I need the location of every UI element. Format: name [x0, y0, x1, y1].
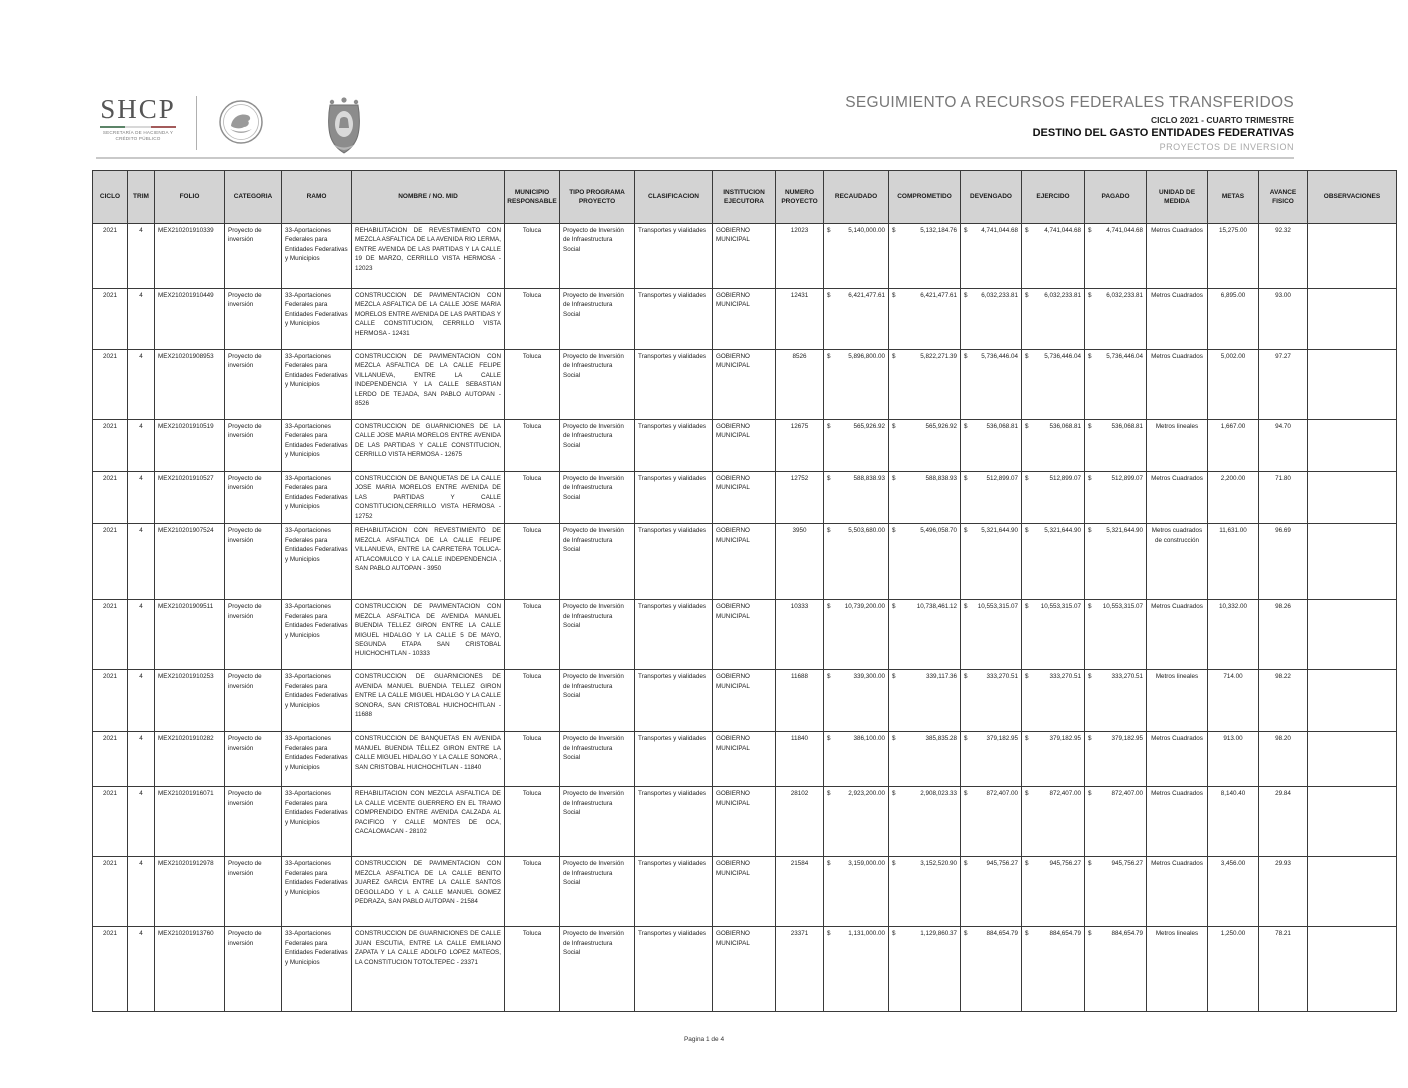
cell-ejercido: $ 6,032,233.81: [1022, 289, 1085, 350]
cell-observaciones: [1308, 524, 1397, 600]
cell-comprometido: $ 385,835.28: [889, 732, 961, 787]
column-header-institucion: INSTITUCION EJECUTORA: [713, 171, 776, 224]
cell-categoria: Proyecto de inversión: [225, 224, 282, 289]
cell-nombre: CONSTRUCCION DE BANQUETAS EN AVENIDA MANUEL BUENDIA TÉLLEZ GIRON ENTRE LA CALLE MIGUEL HIDALGO Y LA CALLE SONORA , SAN CRISTOBAL HUICHOCHITLAN - 11840: [352, 732, 505, 787]
cell-metas: 3,456.00: [1208, 857, 1259, 927]
cell-avance: 78.21: [1259, 927, 1308, 1012]
cell-numero: 12431: [776, 289, 824, 350]
table-row: [93, 224, 1397, 289]
cell-pagado: $ 884,654.79: [1085, 927, 1147, 1012]
cell-clasificacion: Transportes y vialidades: [635, 600, 713, 670]
cell-avance: 98.20: [1259, 732, 1308, 787]
cell-ciclo: 2021: [93, 857, 128, 927]
cell-trim: 4: [128, 472, 155, 524]
cell-recaudado: $ 6,421,477.61: [824, 289, 889, 350]
cell-nombre: CONSTRUCCION DE BANQUETAS DE LA CALLE JOSE MARIA MORELOS ENTRE AVENIDA DE LAS PARTIDAS Y CALLE CONSTITUCION,CERRILLO VISTA HERMOSA - 12752: [352, 472, 505, 524]
cell-metas: 714.00: [1208, 670, 1259, 732]
cell-numero: 11688: [776, 670, 824, 732]
cell-categoria: Proyecto de inversión: [225, 857, 282, 927]
cell-categoria: Proyecto de inversión: [225, 420, 282, 472]
column-header-categoria: CATEGORIA: [225, 171, 282, 224]
cell-devengado: $ 945,756.27: [961, 857, 1022, 927]
cell-metas: 6,895.00: [1208, 289, 1259, 350]
cell-observaciones: [1308, 224, 1397, 289]
table-row: [93, 289, 1397, 350]
cell-tipo: Proyecto de Inversión de Infraestructura Social: [560, 472, 635, 524]
cell-observaciones: [1308, 420, 1397, 472]
cell-numero: 12675: [776, 420, 824, 472]
cell-ejercido: $ 872,407.00: [1022, 787, 1085, 857]
cell-devengado: $ 379,182.95: [961, 732, 1022, 787]
cell-ciclo: 2021: [93, 524, 128, 600]
cell-unidad: Metros Cuadrados: [1147, 289, 1208, 350]
cell-tipo: Proyecto de Inversión de Infraestructura Social: [560, 289, 635, 350]
cell-metas: 913.00: [1208, 732, 1259, 787]
cell-pagado: $ 512,899.07: [1085, 472, 1147, 524]
cell-recaudado: $ 5,896,800.00: [824, 350, 889, 420]
cell-tipo: Proyecto de Inversión de Infraestructura Social: [560, 670, 635, 732]
cell-ciclo: 2021: [93, 289, 128, 350]
cell-unidad: Metros Cuadrados: [1147, 732, 1208, 787]
cell-comprometido: $ 339,117.36: [889, 670, 961, 732]
cell-recaudado: $ 565,926.92: [824, 420, 889, 472]
cell-clasificacion: Transportes y vialidades: [635, 289, 713, 350]
cell-ejercido: $ 512,899.07: [1022, 472, 1085, 524]
cell-numero: 3950: [776, 524, 824, 600]
cell-numero: 8526: [776, 350, 824, 420]
cell-ciclo: 2021: [93, 472, 128, 524]
cell-nombre: CONSTRUCCION DE GUARNICIONES DE LA CALLE JOSE MARIA MORELOS ENTRE AVENIDA DE LAS PARTIDAS Y CALLE CONSTITUCION, CERRILLO VISTA HERMOSA - 12675: [352, 420, 505, 472]
cell-folio: MEX210201909511: [155, 600, 225, 670]
column-header-observaciones: OBSERVACIONES: [1308, 171, 1397, 224]
cell-avance: 92.32: [1259, 224, 1308, 289]
cell-avance: 29.84: [1259, 787, 1308, 857]
column-header-folio: FOLIO: [155, 171, 225, 224]
cell-municipio: Toluca: [505, 350, 560, 420]
cell-municipio: Toluca: [505, 472, 560, 524]
cell-ramo: 33-Aportaciones Federales para Entidades Federativas y Municipios: [282, 524, 352, 600]
cell-ejercido: $ 379,182.95: [1022, 732, 1085, 787]
tricolor-rule: [100, 126, 176, 128]
cell-institucion: GOBIERNO MUNICIPAL: [713, 670, 776, 732]
cell-trim: 4: [128, 732, 155, 787]
cell-categoria: Proyecto de inversión: [225, 670, 282, 732]
cell-tipo: Proyecto de Inversión de Infraestructura Social: [560, 732, 635, 787]
report-table: [92, 170, 1397, 1012]
cell-observaciones: [1308, 350, 1397, 420]
shcp-subtext: SECRETARÍA DE HACIENDA Y CRÉDITO PÚBLICO: [102, 130, 174, 142]
cell-municipio: Toluca: [505, 857, 560, 927]
cell-recaudado: $ 5,140,000.00: [824, 224, 889, 289]
cell-recaudado: $ 339,300.00: [824, 670, 889, 732]
cell-metas: 11,631.00: [1208, 524, 1259, 600]
report-cycle: CICLO 2021 - CUARTO TRIMESTRE: [1151, 115, 1294, 125]
table-row: [93, 420, 1397, 472]
cell-unidad: Metros Cuadrados: [1147, 600, 1208, 670]
cell-categoria: Proyecto de inversión: [225, 524, 282, 600]
cell-folio: MEX210201907524: [155, 524, 225, 600]
cell-institucion: GOBIERNO MUNICIPAL: [713, 289, 776, 350]
cell-trim: 4: [128, 787, 155, 857]
cell-unidad: Metros cuadrados de construcción: [1147, 524, 1208, 600]
cell-nombre: CONSTRUCCION DE PAVIMENTACION CON MEZCLA ASFALTICA DE LA CALLE FELIPE VILLANUEVA, ENTRE LA CALLE INDEPENDENCIA Y LA CALLE SEBASTIAN LERDO DE TEJADA, SAN PABLO AUTOPAN - 8526: [352, 350, 505, 420]
table-row: [93, 472, 1397, 524]
cell-nombre: CONSTRUCCION DE PAVIMENTACION CON MEZCLA ASFALTICA DE LA CALLE JOSE MARIA MORELOS ENTRE AVENIDA DE LAS PARTIDAS Y CALLE CONSTITUCION, CERRILLO VISTA HERMOSA - 12431: [352, 289, 505, 350]
cell-categoria: Proyecto de inversión: [225, 732, 282, 787]
column-header-ciclo: CICLO: [93, 171, 128, 224]
cell-unidad: Metros lineales: [1147, 420, 1208, 472]
cell-comprometido: $ 565,926.92: [889, 420, 961, 472]
cell-avance: 93.00: [1259, 289, 1308, 350]
cell-pagado: $ 5,736,446.04: [1085, 350, 1147, 420]
cell-unidad: Metros Cuadrados: [1147, 350, 1208, 420]
cell-numero: 11840: [776, 732, 824, 787]
table-row: [93, 600, 1397, 670]
cell-metas: 8,140.40: [1208, 787, 1259, 857]
cell-trim: 4: [128, 350, 155, 420]
cell-observaciones: [1308, 857, 1397, 927]
cell-trim: 4: [128, 224, 155, 289]
logo-row: [96, 96, 365, 163]
cell-ejercido: $ 536,068.81: [1022, 420, 1085, 472]
cell-pagado: $ 379,182.95: [1085, 732, 1147, 787]
cell-categoria: Proyecto de inversión: [225, 289, 282, 350]
cell-tipo: Proyecto de Inversión de Infraestructura Social: [560, 524, 635, 600]
logo-divider: [196, 96, 197, 150]
cell-tipo: Proyecto de Inversión de Infraestructura Social: [560, 600, 635, 670]
cell-avance: 97.27: [1259, 350, 1308, 420]
cell-tipo: Proyecto de Inversión de Infraestructura Social: [560, 420, 635, 472]
cell-tipo: Proyecto de Inversión de Infraestructura Social: [560, 857, 635, 927]
cell-avance: 98.22: [1259, 670, 1308, 732]
cell-municipio: Toluca: [505, 289, 560, 350]
cell-ramo: 33-Aportaciones Federales para Entidades Federativas y Municipios: [282, 289, 352, 350]
cell-unidad: Metros lineales: [1147, 670, 1208, 732]
cell-ciclo: 2021: [93, 224, 128, 289]
cell-unidad: Metros Cuadrados: [1147, 857, 1208, 927]
cell-institucion: GOBIERNO MUNICIPAL: [713, 350, 776, 420]
cell-folio: MEX210201912978: [155, 857, 225, 927]
cell-trim: 4: [128, 600, 155, 670]
cell-trim: 4: [128, 857, 155, 927]
cell-observaciones: [1308, 787, 1397, 857]
report-section: PROYECTOS DE INVERSION: [1159, 142, 1294, 152]
cell-observaciones: [1308, 289, 1397, 350]
column-header-pagado: PAGADO: [1085, 171, 1147, 224]
cell-institucion: GOBIERNO MUNICIPAL: [713, 472, 776, 524]
cell-categoria: Proyecto de inversión: [225, 472, 282, 524]
cell-institucion: GOBIERNO MUNICIPAL: [713, 787, 776, 857]
column-header-avance: AVANCE FISICO: [1259, 171, 1308, 224]
column-header-metas: METAS: [1208, 171, 1259, 224]
table-row: [93, 524, 1397, 600]
cell-metas: 5,002.00: [1208, 350, 1259, 420]
cell-institucion: GOBIERNO MUNICIPAL: [713, 524, 776, 600]
cell-institucion: GOBIERNO MUNICIPAL: [713, 732, 776, 787]
cell-ejercido: $ 10,553,315.07: [1022, 600, 1085, 670]
cell-comprometido: $ 3,152,520.90: [889, 857, 961, 927]
cell-folio: MEX210201916071: [155, 787, 225, 857]
cell-metas: 1,667.00: [1208, 420, 1259, 472]
column-header-recaudado: RECAUDADO: [824, 171, 889, 224]
cell-ramo: 33-Aportaciones Federales para Entidades Federativas y Municipios: [282, 224, 352, 289]
cell-institucion: GOBIERNO MUNICIPAL: [713, 420, 776, 472]
cell-comprometido: $ 10,738,461.12: [889, 600, 961, 670]
cell-ejercido: $ 5,321,644.90: [1022, 524, 1085, 600]
cell-clasificacion: Transportes y vialidades: [635, 224, 713, 289]
cell-municipio: Toluca: [505, 224, 560, 289]
cell-numero: 28102: [776, 787, 824, 857]
cell-pagado: $ 10,553,315.07: [1085, 600, 1147, 670]
cell-trim: 4: [128, 524, 155, 600]
cell-ramo: 33-Aportaciones Federales para Entidades Federativas y Municipios: [282, 350, 352, 420]
cell-ramo: 33-Aportaciones Federales para Entidades Federativas y Municipios: [282, 732, 352, 787]
cell-devengado: $ 6,032,233.81: [961, 289, 1022, 350]
cell-folio: MEX210201910527: [155, 472, 225, 524]
cell-recaudado: $ 10,739,200.00: [824, 600, 889, 670]
cell-comprometido: $ 2,908,023.33: [889, 787, 961, 857]
cell-avance: 96.69: [1259, 524, 1308, 600]
cell-avance: 94.70: [1259, 420, 1308, 472]
cell-numero: 23371: [776, 927, 824, 1012]
column-header-municipio: MUNICIPIO RESPONSABLE: [505, 171, 560, 224]
cell-clasificacion: Transportes y vialidades: [635, 927, 713, 1012]
cell-ciclo: 2021: [93, 732, 128, 787]
cell-ciclo: 2021: [93, 350, 128, 420]
cell-folio: MEX210201910449: [155, 289, 225, 350]
cell-ejercido: $ 4,741,044.68: [1022, 224, 1085, 289]
cell-devengado: $ 4,741,044.68: [961, 224, 1022, 289]
cell-numero: 21584: [776, 857, 824, 927]
cell-nombre: CONSTRUCCION DE PAVIMENTACION CON MEZCLA ASFALTICA DE LA CALLE BENITO JUAREZ GARCIA ENTRE LA CALLE SANTOS DEGOLLADO Y L A CALLE MANUEL GOMEZ PEDRAZA, SAN PABLO AUTOPAN - 21584: [352, 857, 505, 927]
cell-folio: MEX210201908953: [155, 350, 225, 420]
cell-municipio: Toluca: [505, 732, 560, 787]
cell-categoria: Proyecto de inversión: [225, 927, 282, 1012]
table-row: [93, 670, 1397, 732]
cell-trim: 4: [128, 927, 155, 1012]
cell-ejercido: $ 5,736,446.04: [1022, 350, 1085, 420]
cell-clasificacion: Transportes y vialidades: [635, 420, 713, 472]
cell-comprometido: $ 5,822,271.39: [889, 350, 961, 420]
cell-tipo: Proyecto de Inversión de Infraestructura Social: [560, 350, 635, 420]
cell-nombre: CONSTRUCCION DE GUARNICIONES DE AVENIDA MANUEL BUENDIA TELLEZ GIRON ENTRE LA CALLE MIGUEL HIDALGO Y LA CALLE SONORA, SAN CRISTOBAL HUICHOCHITLAN - 11688: [352, 670, 505, 732]
cell-devengado: $ 512,899.07: [961, 472, 1022, 524]
column-header-nombre: NOMBRE / NO. MID: [352, 171, 505, 224]
column-header-ejercido: EJERCIDO: [1022, 171, 1085, 224]
cell-trim: 4: [128, 289, 155, 350]
cell-metas: 10,332.00: [1208, 600, 1259, 670]
table-row: [93, 350, 1397, 420]
column-header-comprometido: COMPROMETIDO: [889, 171, 961, 224]
cell-nombre: REHABILITACION CON REVESTIMIENTO DE MEZCLA ASFALTICA DE LA CALLE FELIPE VILLANUEVA, ENTRE LA CARRETERA TOLUCA- ATLACOMULCO Y LA CALLE INDEPENDENCIA , SAN PABLO AUTOPAN - 3950: [352, 524, 505, 600]
cell-comprometido: $ 588,838.93: [889, 472, 961, 524]
cell-devengado: $ 333,270.51: [961, 670, 1022, 732]
cell-recaudado: $ 2,923,200.00: [824, 787, 889, 857]
cell-folio: MEX210201910339: [155, 224, 225, 289]
cell-ramo: 33-Aportaciones Federales para Entidades Federativas y Municipios: [282, 787, 352, 857]
cell-devengado: $ 884,654.79: [961, 927, 1022, 1012]
header-rule: [96, 157, 1294, 159]
cell-ejercido: $ 333,270.51: [1022, 670, 1085, 732]
cell-clasificacion: Transportes y vialidades: [635, 787, 713, 857]
table-header-row: [93, 171, 1397, 224]
cell-pagado: $ 4,741,044.68: [1085, 224, 1147, 289]
cell-clasificacion: Transportes y vialidades: [635, 732, 713, 787]
cell-pagado: $ 5,321,644.90: [1085, 524, 1147, 600]
cell-institucion: GOBIERNO MUNICIPAL: [713, 927, 776, 1012]
cell-clasificacion: Transportes y vialidades: [635, 857, 713, 927]
cell-municipio: Toluca: [505, 787, 560, 857]
column-header-tipo: TIPO PROGRAMA PROYECTO: [560, 171, 635, 224]
cell-institucion: GOBIERNO MUNICIPAL: [713, 224, 776, 289]
cell-nombre: REHABILITACION CON MEZCLA ASFALTICA DE LA CALLE VICENTE GUERRERO EN EL TRAMO COMPRENDIDO ENTRE AVENIDA CALZADA AL PACIFICO Y CALLE MONTES DE OCA, CACALOMACAN - 28102: [352, 787, 505, 857]
cell-categoria: Proyecto de inversión: [225, 787, 282, 857]
shcp-wordmark: SHCP: [100, 94, 176, 124]
title-block: [845, 94, 1294, 152]
cell-municipio: Toluca: [505, 524, 560, 600]
cell-metas: 1,250.00: [1208, 927, 1259, 1012]
cell-observaciones: [1308, 927, 1397, 1012]
cell-recaudado: $ 3,159,000.00: [824, 857, 889, 927]
cell-municipio: Toluca: [505, 420, 560, 472]
cell-folio: MEX210201910253: [155, 670, 225, 732]
cell-nombre: CONSTRUCCION DE PAVIMENTACION CON MEZCLA ASFALTICA DE AVENIDA MANUEL BUENDIA TELLEZ GIRON ENTRE LA CALLE MIGUEL HIDALGO Y LA CALLE 5 DE MAYO, SEGUNDA ETAPA SAN CRISTOBAL HUICHOCHITLAN - 10333: [352, 600, 505, 670]
column-header-trim: TRIM: [128, 171, 155, 224]
cell-ciclo: 2021: [93, 787, 128, 857]
cell-unidad: Metros lineales: [1147, 927, 1208, 1012]
cell-ramo: 33-Aportaciones Federales para Entidades Federativas y Municipios: [282, 600, 352, 670]
table-row: [93, 732, 1397, 787]
cell-observaciones: [1308, 600, 1397, 670]
cell-folio: MEX210201913760: [155, 927, 225, 1012]
cell-recaudado: $ 386,100.00: [824, 732, 889, 787]
cell-pagado: $ 333,270.51: [1085, 670, 1147, 732]
cell-institucion: GOBIERNO MUNICIPAL: [713, 857, 776, 927]
column-header-clasificacion: CLASIFICACION: [635, 171, 713, 224]
cell-comprometido: $ 5,496,058.70: [889, 524, 961, 600]
cell-ramo: 33-Aportaciones Federales para Entidades Federativas y Municipios: [282, 670, 352, 732]
cell-ciclo: 2021: [93, 927, 128, 1012]
cell-clasificacion: Transportes y vialidades: [635, 670, 713, 732]
column-header-numero: NUMERO PROYECTO: [776, 171, 824, 224]
cell-observaciones: [1308, 732, 1397, 787]
cell-tipo: Proyecto de Inversión de Infraestructura Social: [560, 787, 635, 857]
cell-trim: 4: [128, 670, 155, 732]
cell-recaudado: $ 588,838.93: [824, 472, 889, 524]
cell-folio: MEX210201910282: [155, 732, 225, 787]
cell-pagado: $ 536,068.81: [1085, 420, 1147, 472]
cell-comprometido: $ 5,132,184.76: [889, 224, 961, 289]
eagle-seal-icon: [217, 96, 265, 155]
cell-metas: 15,275.00: [1208, 224, 1259, 289]
cell-pagado: $ 945,756.27: [1085, 857, 1147, 927]
cell-pagado: $ 6,032,233.81: [1085, 289, 1147, 350]
cell-metas: 2,200.00: [1208, 472, 1259, 524]
cell-observaciones: [1308, 670, 1397, 732]
cell-municipio: Toluca: [505, 600, 560, 670]
cell-clasificacion: Transportes y vialidades: [635, 472, 713, 524]
cell-ramo: 33-Aportaciones Federales para Entidades Federativas y Municipios: [282, 927, 352, 1012]
cell-devengado: $ 10,553,315.07: [961, 600, 1022, 670]
cell-categoria: Proyecto de inversión: [225, 600, 282, 670]
cell-nombre: REHABILITACION DE REVESTIMIENTO CON MEZCLA ASFALTICA DE LA AVENIDA RIO LERMA, ENTRE AVENIDA DE LAS PARTIDAS Y LA CALLE 19 DE MARZO, CERRILLO VISTA HERMOSA - 12023: [352, 224, 505, 289]
cell-numero: 12752: [776, 472, 824, 524]
column-header-devengado: DEVENGADO: [961, 171, 1022, 224]
cell-clasificacion: Transportes y vialidades: [635, 350, 713, 420]
page-number: Pagina 1 de 4: [683, 1036, 725, 1043]
cell-institucion: GOBIERNO MUNICIPAL: [713, 600, 776, 670]
cell-ramo: 33-Aportaciones Federales para Entidades Federativas y Municipios: [282, 472, 352, 524]
cell-ciclo: 2021: [93, 670, 128, 732]
table-row: [93, 927, 1397, 1012]
cell-devengado: $ 5,321,644.90: [961, 524, 1022, 600]
cell-categoria: Proyecto de inversión: [225, 350, 282, 420]
cell-numero: 10333: [776, 600, 824, 670]
cell-ramo: 33-Aportaciones Federales para Entidades Federativas y Municipios: [282, 420, 352, 472]
column-header-ramo: RAMO: [282, 171, 352, 224]
cell-avance: 98.26: [1259, 600, 1308, 670]
report-subtitle: DESTINO DEL GASTO ENTIDADES FEDERATIVAS: [1032, 127, 1294, 139]
cell-devengado: $ 536,068.81: [961, 420, 1022, 472]
cell-comprometido: $ 1,129,860.37: [889, 927, 961, 1012]
state-shield-icon: [323, 96, 365, 163]
column-header-unidad: UNIDAD DE MEDIDA: [1147, 171, 1208, 224]
report-title: SEGUIMIENTO A RECURSOS FEDERALES TRANSFERIDOS: [845, 94, 1294, 111]
cell-ejercido: $ 884,654.79: [1022, 927, 1085, 1012]
cell-numero: 12023: [776, 224, 824, 289]
cell-municipio: Toluca: [505, 927, 560, 1012]
cell-ejercido: $ 945,756.27: [1022, 857, 1085, 927]
table-row: [93, 787, 1397, 857]
cell-avance: 71.80: [1259, 472, 1308, 524]
cell-devengado: $ 872,407.00: [961, 787, 1022, 857]
cell-recaudado: $ 1,131,000.00: [824, 927, 889, 1012]
cell-clasificacion: Transportes y vialidades: [635, 524, 713, 600]
cell-folio: MEX210201910519: [155, 420, 225, 472]
cell-comprometido: $ 6,421,477.61: [889, 289, 961, 350]
cell-pagado: $ 872,407.00: [1085, 787, 1147, 857]
cell-tipo: Proyecto de Inversión de Infraestructura Social: [560, 927, 635, 1012]
cell-unidad: Metros Cuadrados: [1147, 472, 1208, 524]
cell-ramo: 33-Aportaciones Federales para Entidades Federativas y Municipios: [282, 857, 352, 927]
cell-trim: 4: [128, 420, 155, 472]
cell-unidad: Metros Cuadrados: [1147, 224, 1208, 289]
cell-ciclo: 2021: [93, 420, 128, 472]
cell-avance: 29.93: [1259, 857, 1308, 927]
table-row: [93, 857, 1397, 927]
shcp-logo: [96, 96, 180, 142]
cell-tipo: Proyecto de Inversión de Infraestructura Social: [560, 224, 635, 289]
cell-recaudado: $ 5,503,680.00: [824, 524, 889, 600]
cell-ciclo: 2021: [93, 600, 128, 670]
cell-unidad: Metros Cuadrados: [1147, 787, 1208, 857]
cell-nombre: CONSTRUCCION DE GUARNICIONES DE CALLE JUAN ESCUTIA, ENTRE LA CALLE EMILIANO ZAPATA Y LA CALLE ADOLFO LOPEZ MATEOS, LA CONSTITUCION TOTOLTEPEC - 23371: [352, 927, 505, 1012]
cell-observaciones: [1308, 472, 1397, 524]
cell-devengado: $ 5,736,446.04: [961, 350, 1022, 420]
cell-municipio: Toluca: [505, 670, 560, 732]
